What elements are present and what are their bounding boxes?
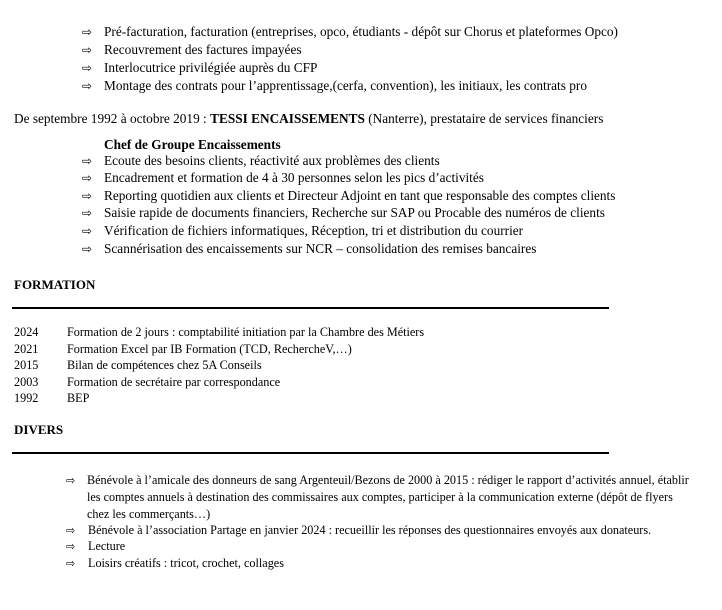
bullet-text: Bénévole à l’association Partage en janvier 2024 : recueillir les réponses des questionnaires envoyés aux donateurs. xyxy=(88,523,652,537)
right-arrow-icon: ⇨ xyxy=(66,524,76,537)
section-divider xyxy=(12,452,609,454)
list-item xyxy=(82,23,618,41)
formation-text: BEP xyxy=(67,391,90,405)
bullet-text: Pré-facturation, facturation (entreprises, opco, étudiants - dépôt sur Chorus et plateformes Opco) xyxy=(104,24,618,39)
right-arrow-icon: ⇨ xyxy=(66,557,76,570)
right-arrow-icon: ⇨ xyxy=(66,540,76,553)
right-arrow-icon: ⇨ xyxy=(82,79,93,93)
formation-year: 2015 xyxy=(14,358,39,372)
bullet-text: Bénévole à l’amicale des donneurs de sang Argenteuil/Bezons de 2000 à 2015 : rédiger le rapport d’activités annuel, établir les comptes annuels à destination des commissaires aux comptes, participer à la communication externe (dépôt de flyers chez les commerçants…) xyxy=(87,473,689,521)
bullet-text: Lecture xyxy=(88,539,126,553)
bullet-text: Scannérisation des encaissements sur NCR – consolidation des remises bancaires xyxy=(104,241,537,256)
list-item xyxy=(82,169,484,187)
formation-text: Bilan de compétences chez 5A Conseils xyxy=(67,358,262,372)
formation-text: Formation de secrétaire par correspondance xyxy=(67,375,281,389)
list-item xyxy=(82,240,536,258)
formation-item xyxy=(14,356,262,374)
right-arrow-icon: ⇨ xyxy=(66,474,76,487)
section-divider xyxy=(12,307,609,309)
right-arrow-icon: ⇨ xyxy=(82,43,93,57)
right-arrow-icon: ⇨ xyxy=(82,61,93,75)
formation-item xyxy=(14,323,424,341)
right-arrow-icon: ⇨ xyxy=(82,224,93,238)
bullet-text: Reporting quotidien aux clients et Directeur Adjoint en tant que responsable des comptes clients xyxy=(104,188,616,203)
bullet-text: Ecoute des besoins clients, réactivité aux problèmes des clients xyxy=(104,153,440,168)
list-item xyxy=(82,41,302,59)
list-item xyxy=(82,222,523,240)
section-title-formation: FORMATION xyxy=(14,277,96,292)
bullet-text: Interlocutrice privilégiée auprès du CFP xyxy=(104,60,318,75)
formation-year: 2003 xyxy=(14,375,39,389)
job-title: Chef de Groupe Encaissements xyxy=(104,137,281,152)
formation-text: Formation de 2 jours : comptabilité initiation par la Chambre des Métiers xyxy=(67,325,425,339)
list-item xyxy=(82,204,605,222)
right-arrow-icon: ⇨ xyxy=(82,154,93,168)
right-arrow-icon: ⇨ xyxy=(82,206,93,220)
formation-year: 2021 xyxy=(14,342,39,356)
right-arrow-icon: ⇨ xyxy=(82,25,93,39)
company-name: TESSI ENCAISSEMENTS xyxy=(210,111,365,126)
formation-year: 1992 xyxy=(14,391,39,405)
bullet-text: Encadrement et formation de 4 à 30 personnes selon les pics d’activités xyxy=(104,170,484,185)
formation-year: 2024 xyxy=(14,325,39,339)
bullet-text: Recouvrement des factures impayées xyxy=(104,42,302,57)
experience-period: De septembre 1992 à octobre 2019 : xyxy=(14,111,211,126)
right-arrow-icon: ⇨ xyxy=(82,189,93,203)
bullet-text: Saisie rapide de documents financiers, Recherche sur SAP ou Procable des numéros de clients xyxy=(104,205,605,220)
list-item xyxy=(82,187,615,205)
list-item xyxy=(66,521,651,540)
company-details: (Nanterre), prestataire de services financiers xyxy=(364,111,604,126)
list-item xyxy=(82,152,440,170)
list-item xyxy=(66,554,284,573)
list-item xyxy=(82,77,587,95)
right-arrow-icon: ⇨ xyxy=(82,171,93,185)
right-arrow-icon: ⇨ xyxy=(82,242,93,256)
formation-text: Formation Excel par IB Formation (TCD, RechercheV,…) xyxy=(67,342,352,356)
bullet-text: Loisirs créatifs : tricot, crochet, collages xyxy=(88,556,284,570)
bullet-text: Vérification de fichiers informatiques, Réception, tri et distribution du courrier xyxy=(104,223,524,238)
section-title-divers: DIVERS xyxy=(14,422,64,437)
experience-header xyxy=(14,110,603,128)
list-item xyxy=(82,59,317,77)
bullet-text: Montage des contrats pour l’apprentissage,(cerfa, convention), les initiaux, les contrats pro xyxy=(104,78,587,93)
formation-item xyxy=(14,389,89,407)
